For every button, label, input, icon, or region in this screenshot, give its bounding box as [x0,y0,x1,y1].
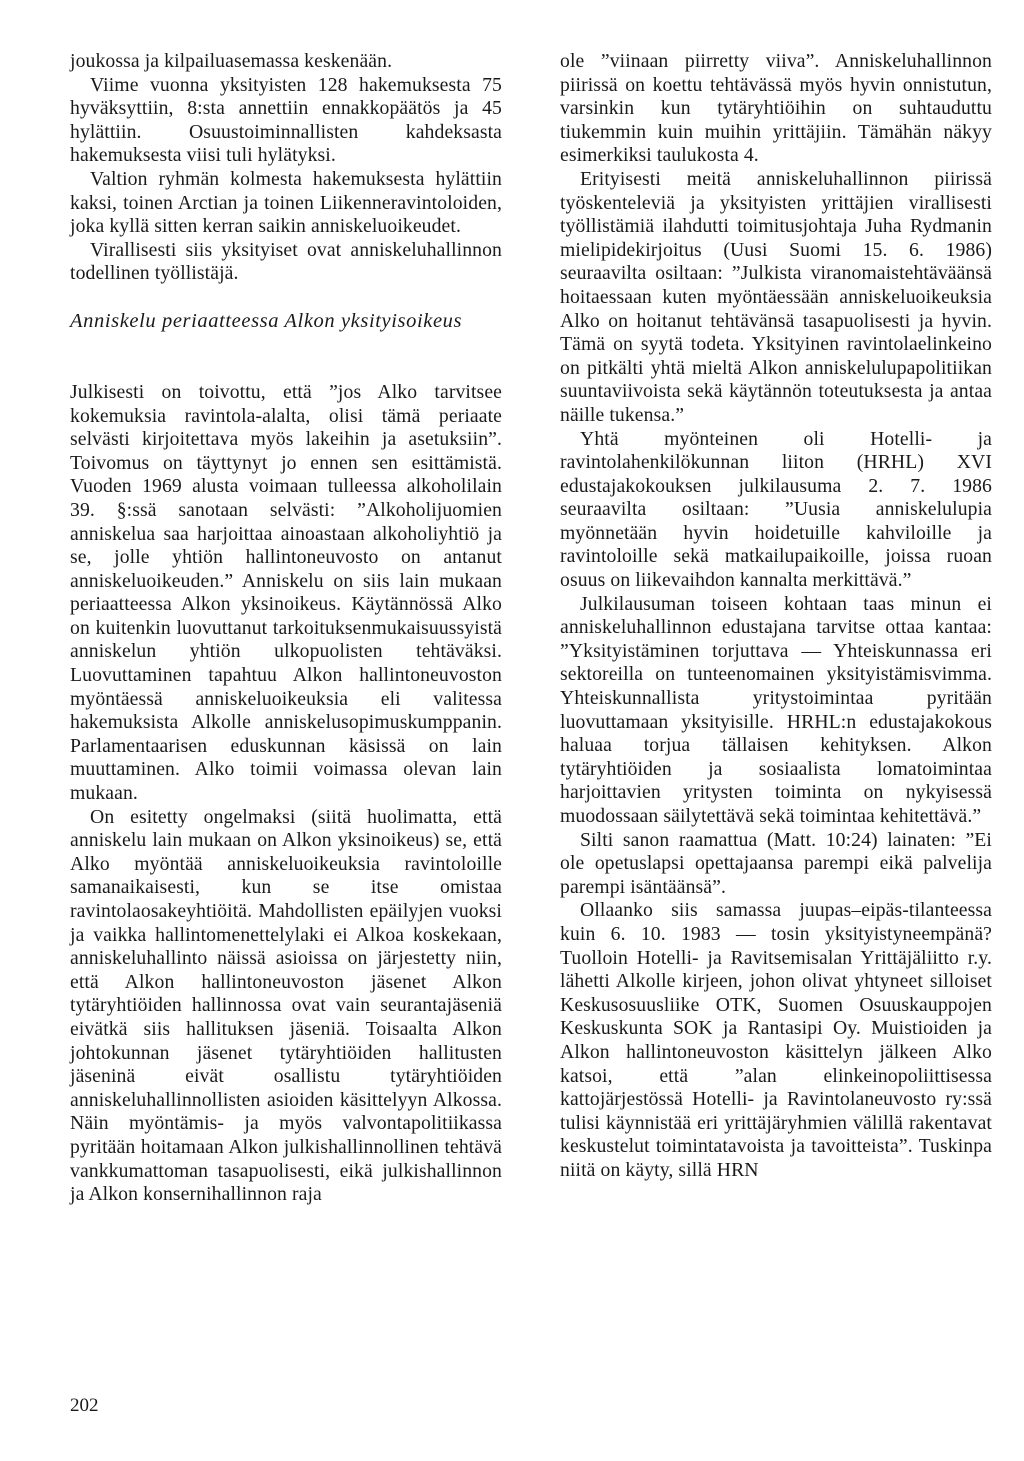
paragraph: Julkisesti on toivottu, että ”jos Alko tarvitsee kokemuksia ravintola-alalta, olisi tämä periaate selvästi kirjoitettava myös lakeihin ja asetuksiin”. Toivomus on täyttynyt jo ennen sen esittämistä. Vuoden 1969 alusta voimaan tulleessa alkoholilain 39. §:ssä sanotaan selvästi: ”Alkoholijuomien anniskelua saa harjoittaa ainoastaan alkoholiyhtiö ja se, jolle yhtiön hallintoneuvosto on antanut anniskeluoikeuden.” Anniskelu on siis lain mukaan periaatteessa Alkon yksinoikeus. Käytännössä Alko on kuitenkin luovuttanut tarkoituksenmukaisuussyistä anniskelun yhtiön ulkopuolisten tehtäväksi. Luovuttaminen tapahtuu Alkon hallintoneuvoston myöntäessä anniskeluoikeuksia eli valitessa hakemuksista Alkolle anniskelusopimuskumppanin. Parlamentaarisen eduskunnan käsissä on lain muuttaminen. Alko toimii voimassa olevan lain mukaan. [70,380,502,805]
section-heading: Anniskelu periaatteessa Alkon yksityisoikeus [70,309,463,332]
paragraph: On esitetty ongelmaksi (siitä huolimatta, että anniskelu lain mukaan on Alkon yksinoikeus) se, että Alko myöntää anniskeluoikeuksia ravintoloille samanaikaisesti, kun se itse omistaa ravintolaosakeyhtiöitä. Mahdollisten epäilyjen vuoksi ja vaikka hallintomenettelylaki ei Alkoa koskekaan, anniskeluhallinto näissä asioissa on järjestetty niin, että Alkon hallintoneuvoston jäsenet Alkon tytäryhtiöiden hallinnossa ovat vain seurantajäseniä eivätkä siis hallituksen jäseniä. Toisaalta Alkon johtokunnan jäsenet tytäryhtiöiden hallitusten jäseninä eivät osallistu tytäryhtiöiden anniskeluhallinnollisten asioiden käsittelyyn Alkossa. Näin myöntämis- ja myös valvontapolitiikassa pyritään hoitamaan Alkon julkishallinnollinen tehtävä vankkumattoman tasapuolisesti, eikä julkishallinnon ja Alkon konsernihallinnon raja [70,805,502,1206]
paragraph: joukossa ja kilpailuasemassa keskenään. [70,50,393,72]
right-column [560,50,992,1183]
paragraph: Erityisesti meitä anniskeluhallinnon piirissä työskenteleviä ja yksityisten yrittäjien virallisesti työllistämiä ilahdutti toimitusjohtaja Juha Rydmanin mielipidekirjoitus (Uusi Suomi 15. 6. 1986) seuraavilta osiltaan: ”Julkista viranomaistehtäväänsä hoitaessaan kuten myöntäessään anniskeluoikeuksia Alko on hoitanut tehtävänsä tasapuolisesti ja hyvin. Tämä on syytä todeta. Yksityinen ravintolaelinkeino on pitkälti yhtä mieltä Alkon anniskelulupapolitiikan suuntaviivoista sekä käytännön toteutuksesta ja antaa näille tukensa.” [560,167,992,426]
page-number: 202 [70,1395,99,1416]
paragraph: Ollaanko siis samassa juupas–eipäs-tilanteessa kuin 6. 10. 1983 — tosin yksityistyneempänä? Tuolloin Hotelli- ja Ravitsemisalan Yrittäjäliitto r.y. lähetti Alkolle kirjeen, johon olivat yhtyneet silloiset Keskusosuusliike OTK, Suomen Osuuskauppojen Keskuskunta SOK ja Rantasipi Oy. Muistioiden ja Alkon hallintoneuvoston käsittelyn jälkeen Alko katsoi, että ”alan elinkeinopoliittisessa kattojärjestössä Hotelli- ja Ravintolaneuvosto ry:ssä tulisi käynnistää eri yrittäjäryhmien välillä rakentavat keskustelut toimintatavoista ja tavoitteista”. Tuskinpa niitä on käyty, sillä HRN [560,899,992,1181]
paragraph: ole ”viinaan piirretty viiva”. Anniskeluhallinnon piirissä on koettu tehtävässä myös hyvin onnistutun, varsinkin kun tytäryhtiöihin on suhtauduttu tiukemmin kuin muihin yrittäjiin. Tämähän näkyy esimerkiksi taulukosta 4. [560,50,992,167]
paragraph: Silti sanon raamattua (Matt. 10:24) lainaten: ”Ei ole opetuslapsi opettajaansa parempi eikä palvelija parempi isäntäänsä”. [560,828,992,898]
paragraph: Virallisesti siis yksityiset ovat anniskeluhallinnon todellinen työllistäjä. [70,238,502,285]
left-column [70,50,502,1207]
paragraph: Julkilausuman toiseen kohtaan taas minun ei anniskeluhallinnon edustajana tarvitse ottaa kantaa: ”Yksityistäminen torjuttava — Yhteiskunnassa eri sektoreilla on tunteenomainen yksityistämisvimma. Yhteiskunnallista yritystoimintaa pyritään luovuttamaan yksityisille. HRHL:n edustajakokous haluaa torjua tällaisen kehityksen. Alkon tytäryhtiöiden ja sosiaalista lomatoimintaa harjoittavien yritysten toiminta on nykyisessä muodossaan säilytettävä sekä toimintaa kehitettävä.” [560,592,992,827]
paragraph: Valtion ryhmän kolmesta hakemuksesta hylättiin kaksi, toinen Arctian ja toinen Liikenneravintoloiden, joka kyllä sitten kerran saikin anniskeluoikeudet. [70,167,502,238]
paragraph: Viime vuonna yksityisten 128 hakemuksesta 75 hyväksyttiin, 8:sta annettiin ennakkopäätös ja 45 hylättiin. Osuustoiminnallisten kahdeksasta hakemuksesta viisi tuli hylätyksi. [70,73,502,167]
paragraph: Yhtä myönteinen oli Hotelli- ja ravintolahenkilökunnan liiton (HRHL) XVI edustajakokouksen julkilausuma 2. 7. 1986 seuraavilta osiltaan: ”Uusia anniskelulupia myönnetään hyvin hoidetuille kahviloille ja ravintoloille sekä matkailupaikoille, joissa ruoan osuus on liikevaihdon kannalta merkittävä.” [560,427,992,592]
